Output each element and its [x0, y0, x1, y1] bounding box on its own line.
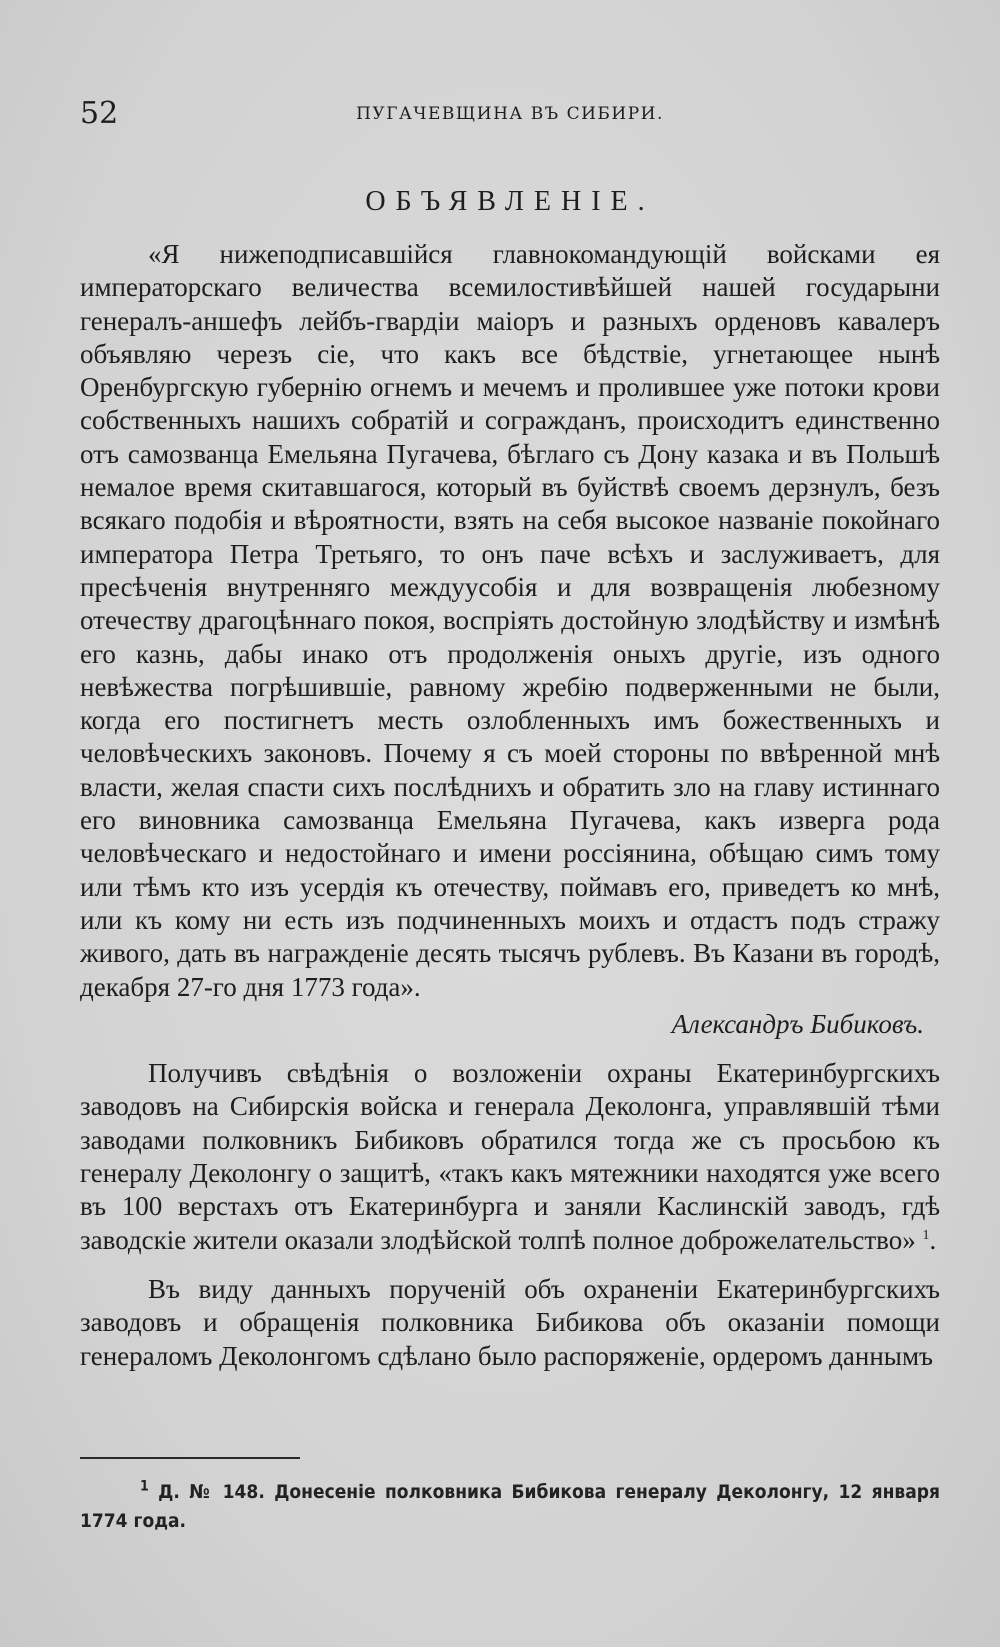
running-title: ПУГАЧЕВЩИНА ВЪ СИБИРИ.	[356, 104, 664, 124]
proclamation-paragraph: «Я нижеподписавшійся главнокомандующій войсками ея императорскаго величества всемилостивѣйшей нашей государыни генералъ-аншефъ лейбъ-гвардіи маіоръ и разныхъ орденовъ кавалеръ объявляю черезъ сіе, что какъ все бѣдствіе, угнетающее нынѣ Оренбургскую губернію огнемъ и мечемъ и пролившее уже потоки крови собственныхъ нашихъ собратій и согражданъ, происходитъ единственно отъ самозванца Емельяна Пугачева, бѣглаго съ Дону казака и въ Польшѣ немалое время скитавшагося, который въ буйствѣ своемъ дерзнулъ, безъ всякаго подобія и вѣроятности, взять на себя высокое названіе покойнаго императора Петра Третьяго, то онъ паче всѣхъ и заслуживаетъ, для пресѣченія внутренняго междуусобія и для возвращенія любезному отечеству драгоцѣннаго покоя, воспріять достойную злодѣйству и измѣнѣ его казнь, дабы инако отъ продолженія оныхъ другіе, изъ одного невѣжества погрѣшившіе, равному жребію подверженными не были, когда его постигнетъ месть озлобленныхъ имъ божественныхъ и человѣческихъ законовъ. Почему я съ моей стороны по ввѣренной мнѣ власти, желая спасти сихъ послѣднихъ и обратить зло на главу истиннаго его виновника самозванца Емельяна Пугачева, какъ изверга рода человѣческаго и недостойнаго и имени россіянина, обѣщаю симъ тому или тѣмъ кто изъ усердія къ отечеству, поймавъ его, приведетъ ко мнѣ, или къ кому ни есть изъ подчиненныхъ моихъ и отдастъ подъ стражу живого, дать въ награжденіе десять тысячъ рублевъ. Въ Казани въ городѣ, декабря 27-го дня 1773 года».	[80, 239, 940, 1002]
paragraph-3: Въ виду данныхъ порученій объ охраненіи Екатеринбургскихъ заводовъ и обращенія полковника Бибикова объ оказаніи помощи генераломъ Деколонгомъ сдѣлано было распоряженіе, ордеромъ даннымъ	[80, 1273, 940, 1371]
footnote-divider	[80, 1457, 300, 1459]
footnote-text: Д. № 148. Донесеніе полковника Бибикова генералу Деколонгу, 12 января 1774 года.	[80, 1481, 940, 1532]
footnote-reference: 1	[922, 1227, 930, 1243]
section-title: ОБЪЯВЛЕНІЕ.	[365, 186, 655, 217]
body-text	[80, 238, 940, 1373]
page-header	[80, 96, 940, 136]
footnote-mark: 1	[140, 1478, 149, 1495]
paragraph-2	[80, 1057, 940, 1257]
paragraph-2-end: .	[929, 1224, 937, 1255]
footnote	[80, 1478, 940, 1536]
page-number: 52	[80, 96, 119, 131]
signature: Александръ Бибиковъ.	[671, 1008, 924, 1039]
paragraph-2-text: Получивъ свѣдѣнія о возложеніи охраны Екатеринбургскихъ заводовъ на Сибирскія войска и генерала Деколонга, управлявшій тѣми заводами полковникъ Бибиковъ обратился тогда же съ просьбою къ генералу Деколонгу о защитѣ, «такъ какъ мятежники находятся уже всего въ 100 верстахъ отъ Екатеринбурга и заняли Каслинскій заводъ, гдѣ заводскіе жители оказали злодѣйской толпѣ полное доброжелательство»	[80, 1058, 940, 1255]
